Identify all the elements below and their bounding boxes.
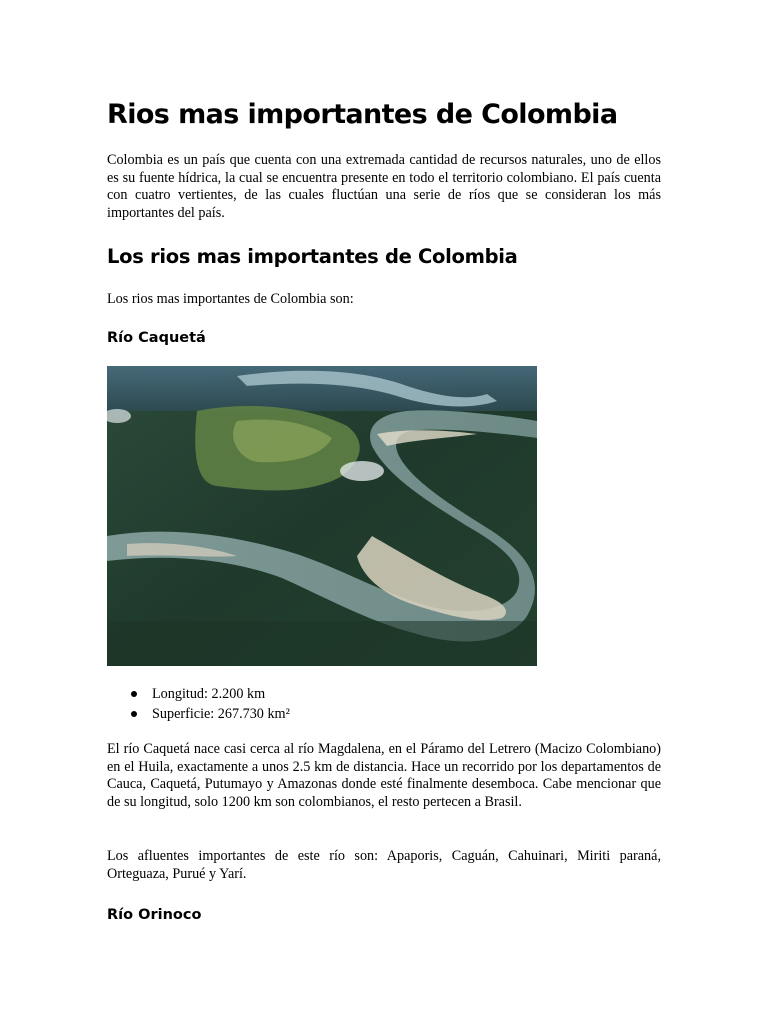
caqueta-stats-list [107, 684, 290, 724]
page-title: Rios mas importantes de Colombia [107, 99, 618, 130]
section-intro: Los rios mas importantes de Colombia son: [107, 291, 354, 307]
caqueta-river-photo [107, 366, 537, 666]
intro-paragraph: Colombia es un país que cuenta con una extremada cantidad de recursos naturales, uno de ellos es su fuente hídrica, la cual se encuentra presente en todo el territorio colombiano. El país cuenta con cuatro vertientes, de las cuales fluctúan una serie de ríos que se consideran los más importantes del país. [107, 152, 661, 221]
bullet-icon [131, 691, 137, 697]
river-heading-orinoco: Río Orinoco [107, 907, 202, 923]
list-item [107, 704, 290, 724]
stat-area: Superficie: 267.730 km² [152, 706, 290, 722]
caqueta-description: El río Caquetá nace casi cerca al río Magdalena, en el Páramo del Letrero (Macizo Colombiano) en el Huila, exactamente a unos 2.5 km de distancia. Hace un recorrido por los departamentos de Cauca, Caquetá, Putumayo y Amazonas donde esté finalmente desemboca. Cabe mencionar que de su longitud, solo 1200 km son colombianos, el resto pertecen a Brasil. [107, 741, 661, 810]
caqueta-tributaries: Los afluentes importantes de este río son: Apaporis, Caguán, Cahuinari, Miriti paraná, Orteguaza, Purué y Yarí. [107, 848, 661, 882]
section-heading: Los rios mas importantes de Colombia [107, 245, 518, 268]
list-item [107, 684, 290, 704]
stat-length: Longitud: 2.200 km [152, 686, 266, 702]
aerial-river-image [107, 366, 537, 666]
river-heading-caqueta: Río Caquetá [107, 330, 206, 346]
bullet-icon [131, 711, 137, 717]
